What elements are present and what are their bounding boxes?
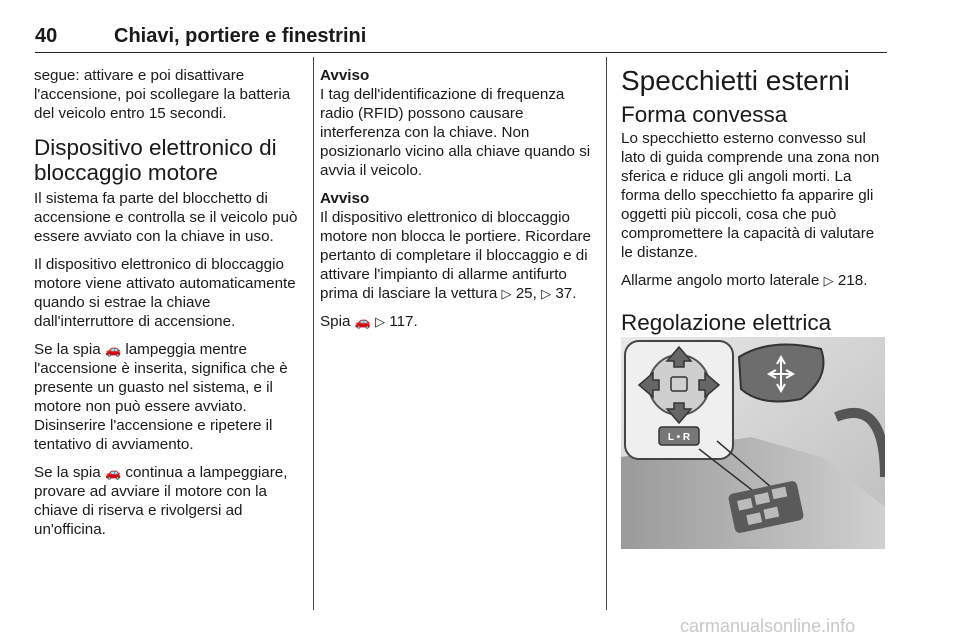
notice-text: Il dispositivo elettronico di bloccaggio motore non blocca le portiere. Ricordare pertanto di completare il bloccaggio e di attivare l'impianto di allarme antifurto prima di lasciare la vettura — [320, 209, 591, 302]
subsection-heading: Forma convessa — [621, 102, 788, 127]
selector-label: L • R — [667, 432, 691, 443]
section-title: Specchietti esterni — [621, 65, 850, 96]
column-divider — [313, 57, 314, 610]
car-key-icon: 🚗 — [104, 342, 122, 357]
page-header — [35, 22, 887, 53]
mirror-adjustment-illustration — [621, 337, 885, 549]
page-reference[interactable]: 218. — [837, 272, 868, 289]
page-title: Chiavi, portiere e finestrini — [114, 25, 367, 47]
notice-title: Avviso — [320, 67, 370, 84]
car-key-icon: 🚗 — [354, 314, 371, 329]
paragraph: Il dispositivo elettronico di bloccaggio motore viene attivato automaticamente quando si estrae la chiave dall'interruttore di accensione. — [34, 256, 296, 330]
column-right — [621, 66, 889, 337]
paragraph: Allarme angolo morto laterale ▷ 218. — [621, 272, 868, 289]
paragraph: Se la spia 🚗 continua a lampeggiare, provare ad avviare il motore con la chiave di riserva e rivolgersi ad un'officina. — [34, 464, 288, 538]
pointer-triangle-icon: ▷ — [501, 286, 512, 301]
pointer-triangle-icon: ▷ — [375, 314, 386, 329]
page-reference[interactable]: 117. — [389, 313, 418, 330]
page-number: 40 — [35, 25, 58, 47]
notice-text: I tag dell'identificazione di frequenza radio (RFID) possono causare interferenza con la chiave. Non posizionarlo vicino alla chiave quando si avvia il veicolo. — [320, 86, 591, 179]
section-heading: Dispositivo elettronico di bloccaggio motore — [34, 135, 277, 185]
page-reference[interactable]: 25, — [515, 285, 537, 302]
paragraph: Lo specchietto esterno convesso sul lato di guida comprende una zona non sferica e riduce gli angoli morti. La forma dello specchietto fa apparire gli oggetti più piccoli, cosa che può compromettere la capacità di valutare le distanze. — [621, 130, 880, 261]
column-middle — [320, 66, 592, 340]
paragraph: Spia 🚗 ▷ 117. — [320, 313, 418, 330]
paragraph: Se la spia 🚗 lampeggia mentre l'accensione è inserita, significa che è presente un guasto nel sistema, e il motore non può essere avviato. Disinserire l'accensione e ripetere il tentativo di avviamento. — [34, 341, 288, 453]
subsection-heading: Regolazione elettrica — [621, 310, 832, 335]
column-left — [34, 66, 302, 548]
notice-title: Avviso — [320, 190, 370, 207]
intro-paragraph: segue: attivare e poi disattivare l'accensione, poi scollegare la batteria del veicolo entro 15 secondi. — [34, 67, 291, 122]
page-reference[interactable]: 37. — [555, 285, 577, 302]
pointer-triangle-icon: ▷ — [823, 273, 834, 288]
pointer-triangle-icon: ▷ — [541, 286, 552, 301]
paragraph: Il sistema fa parte del blocchetto di accensione e controlla se il veicolo può essere avviato con la chiave in uso. — [34, 190, 298, 245]
watermark: carmanualsonline.info — [680, 616, 856, 636]
notice — [320, 189, 592, 303]
column-divider — [606, 57, 607, 610]
notice — [320, 66, 592, 180]
mirror-illustration-svg — [621, 337, 885, 549]
car-key-icon: 🚗 — [104, 465, 122, 480]
